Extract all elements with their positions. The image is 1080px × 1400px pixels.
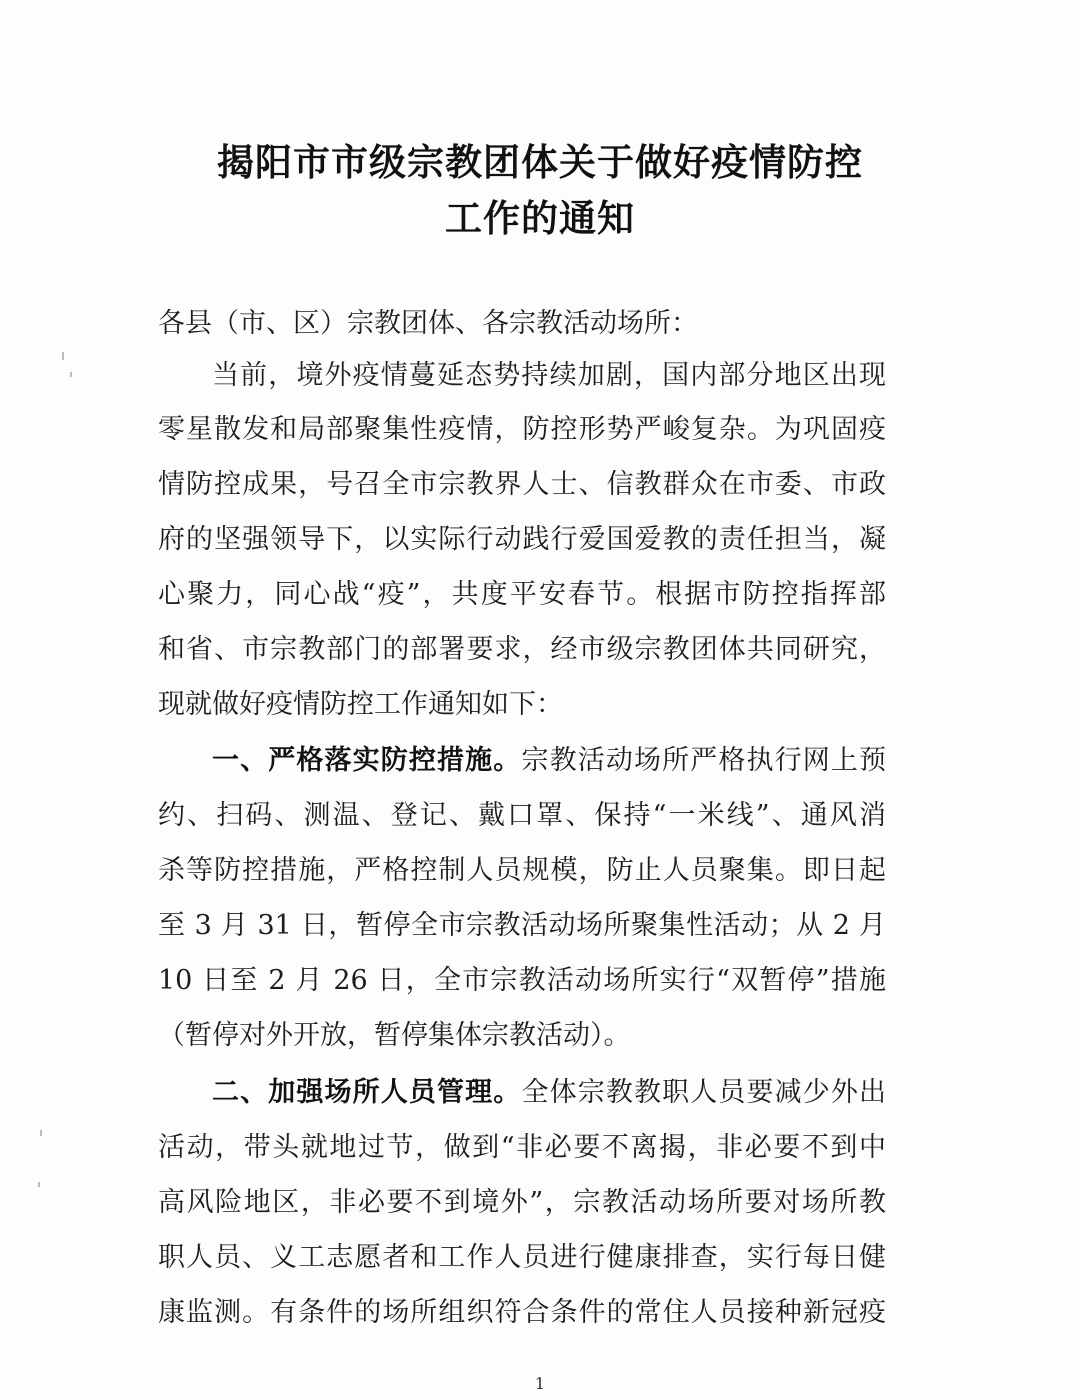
section-2-line: 康监测。有条件的场所组织符合条件的常住人员接种新冠疫 xyxy=(158,1297,886,1328)
scan-speck xyxy=(62,352,64,360)
section-1-line: （暂停对外开放，暂停集体宗教活动）。 xyxy=(158,1020,631,1051)
intro-line: 和省、市宗教部门的部署要求，经市级宗教团体共同研究， xyxy=(158,634,886,665)
section-1-first-line-text: 宗教活动场所严格执行网上预 xyxy=(521,745,887,776)
salutation: 各县（市、区）宗教团体、各宗教活动场所： xyxy=(158,308,698,339)
intro-line: 府的坚强领导下，以实际行动践行爱国爱教的责任担当，凝 xyxy=(158,524,886,555)
intro-line: 当前，境外疫情蔓延态势持续加剧，国内部分地区出现 xyxy=(212,360,886,391)
section-2-first-line-text: 全体宗教教职人员要减少外出 xyxy=(521,1077,887,1108)
intro-line: 零星散发和局部聚集性疫情，防控形势严峻复杂。为巩固疫 xyxy=(158,414,886,445)
intro-line: 情防控成果，号召全市宗教界人士、信教群众在市委、市政 xyxy=(158,469,886,500)
document-title-line-1: 揭阳市市级宗教团体关于做好疫情防控 xyxy=(217,141,863,184)
section-2-first-line xyxy=(212,1075,886,1111)
section-1-first-line xyxy=(212,743,886,779)
section-2-line: 高风险地区，非必要不到境外”，宗教活动场所要对场所教 xyxy=(158,1187,886,1218)
section-1-line: 约、扫码、测温、登记、戴口罩、保持“一米线”、通风消 xyxy=(158,800,886,831)
section-2-heading: 二、加强场所人员管理。 xyxy=(212,1077,522,1108)
section-2-line: 职人员、义工志愿者和工作人员进行健康排查，实行每日健 xyxy=(158,1242,886,1273)
section-2-line: 活动，带头就地过节，做到“非必要不离揭，非必要不到中 xyxy=(158,1132,886,1163)
section-1-line: 10 日至 2 月 26 日，全市宗教活动场所实行“双暂停”措施 xyxy=(158,965,886,996)
scan-speck xyxy=(70,372,72,377)
page-number: 1 xyxy=(534,1374,546,1393)
intro-line: 现就做好疫情防控工作通知如下： xyxy=(158,689,563,720)
section-1-line: 至 3 月 31 日，暂停全市宗教活动场所聚集性活动；从 2 月 xyxy=(158,910,886,941)
intro-line: 心聚力，同心战“疫”，共度平安春节。根据市防控指挥部 xyxy=(158,579,886,610)
scan-speck xyxy=(38,1182,40,1187)
section-1-heading: 一、严格落实防控措施。 xyxy=(212,745,522,776)
document-title-line-2: 工作的通知 xyxy=(445,197,635,240)
section-1-line: 杀等防控措施，严格控制人员规模，防止人员聚集。即日起 xyxy=(158,855,886,886)
scan-speck xyxy=(40,1130,42,1136)
